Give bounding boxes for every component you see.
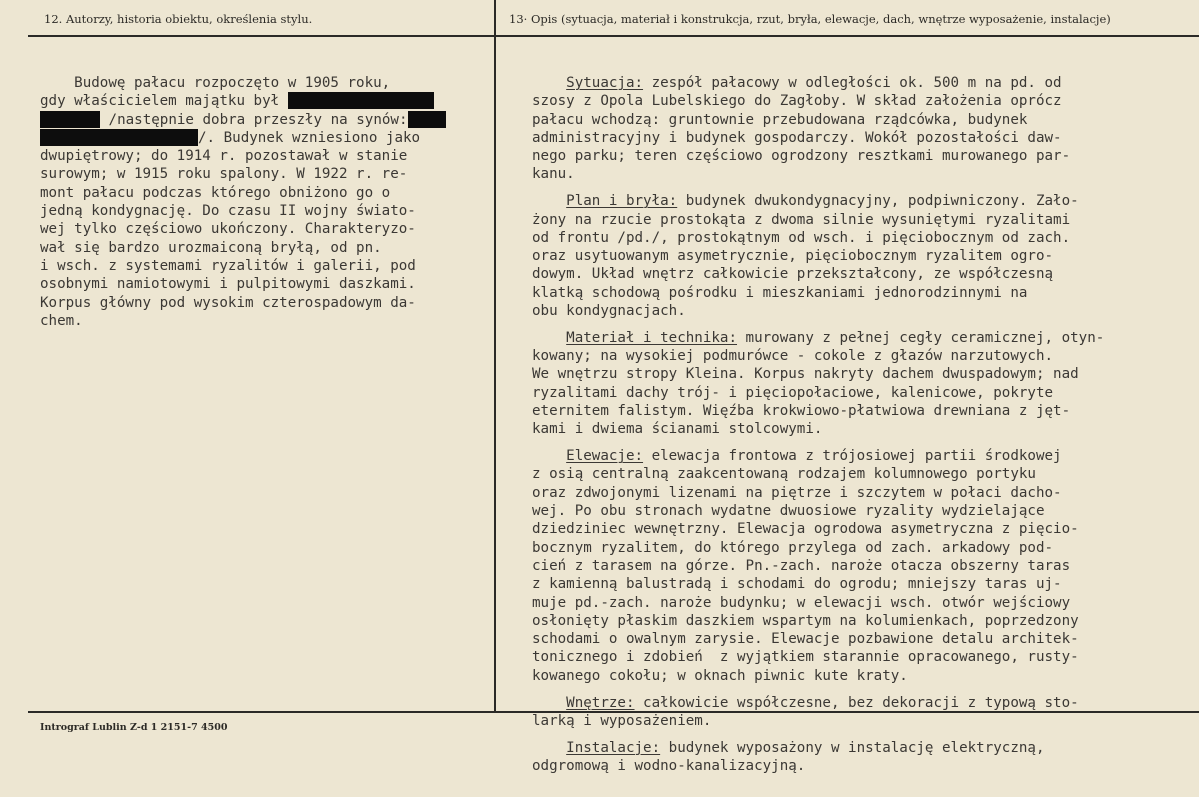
text-line: osobnymi namiotowymi i pulpitowymi daszkami. — [40, 276, 416, 293]
text-line: odgromową i wodno-kanalizacyjną. — [532, 757, 806, 774]
text-line: wej. Po obu stronach wydatne dwuosiowe ryzality wydzielające — [532, 503, 1045, 520]
text-fragment: budynek dwukondygnacyjny, podpiwniczony. Zało- — [677, 193, 1079, 210]
text-line: eternitem falistym. Więźba krokwiowo-płatwiowa drewniana z jęt- — [532, 403, 1071, 420]
text-line: We wnętrzu stropy Kleina. Korpus nakryty dachem dwuspadowym; nad — [532, 366, 1079, 383]
text-line — [532, 694, 1197, 712]
text-line: larką i wyposażeniem. — [532, 712, 712, 729]
text-line: żony na rzucie prostokąta z dwoma silnie wysuniętymi ryzalitami — [532, 211, 1071, 228]
text-line: dwupiętrowy; do 1914 r. pozostawał w stanie — [40, 148, 408, 165]
text-line — [532, 192, 1197, 210]
left-column-header: 12. Autorzy, historia obiektu, określenia stylu. — [44, 12, 313, 26]
text-line: z osią centralną zaakcentowaną rodzajem kolumnowego portyku — [532, 466, 1036, 483]
history-text — [40, 74, 490, 330]
text-line: chem. — [40, 312, 83, 329]
text-line: schodami o owalnym zarysie. Elewacje pozbawione detalu architek- — [532, 631, 1079, 648]
text-line: pałacu wchodzą: gruntownie przebudowana rządcówka, budynek — [532, 111, 1028, 128]
text-line: mont pałacu podczas którego obniżono go o — [40, 184, 391, 201]
text-line: oraz usytuowanym asymetrycznie, pięciobocznym ryzalitem ogro- — [532, 248, 1054, 265]
text-line — [532, 74, 1197, 92]
right-column-header: 13· Opis (sytuacja, materiał i konstrukcja, rzut, bryła, elewacje, dach, wnętrze wyposażenie, instalacje) — [509, 12, 1111, 26]
text-line: wał się bardzo urozmaiconą bryłą, od pn. — [40, 239, 382, 256]
text-line: kami i dwiema ścianami stolcowymi. — [532, 421, 823, 438]
text-line — [40, 129, 490, 147]
section-heading: Plan i bryła: — [566, 193, 678, 210]
text-fragment: /. Budynek wzniesiono jako — [198, 129, 421, 146]
text-line: dowym. Układ wnętrz całkowicie przekształcony, ze współczesną — [532, 266, 1054, 283]
text-fragment: /następnie dobra przeszły na synów: — [108, 111, 408, 128]
text-line: administracyjny i budynek gospodarczy. Wokół pozostałości daw- — [532, 129, 1062, 146]
text-line: bocznym ryzalitem, do którego przylega od zach. arkadowy pod- — [532, 539, 1054, 556]
text-line: nego parku; teren częściowo ogrodzony resztkami murowanego par- — [532, 148, 1071, 165]
text-line — [40, 111, 490, 129]
text-line: szosy z Opola Lubelskiego do Zagłoby. W skład założenia oprócz — [532, 93, 1062, 110]
column-divider — [494, 0, 496, 712]
text-line: tonicznego i zdobień z wyjątkiem starannie opracowanego, rusty- — [532, 649, 1079, 666]
text-fragment: budynek wyposażony w instalację elektryczną, — [660, 739, 1045, 756]
text-line: klatką schodową pośrodku i mieszkaniami jednorodzinnymi na — [532, 284, 1028, 301]
text-line — [532, 447, 1197, 465]
top-rule — [28, 35, 1199, 37]
text-line — [532, 329, 1197, 347]
text-fragment: zespół pałacowy w odległości ok. 500 m na pd. od — [643, 75, 1062, 91]
text-line: kowanego cokołu; w oknach piwnic kute kraty. — [532, 667, 908, 684]
text-line: obu kondygnacjach. — [532, 303, 686, 320]
redaction-block — [40, 129, 198, 146]
redaction-block — [40, 111, 100, 128]
section-material — [532, 329, 1197, 439]
text-line: od frontu /pd./, prostokątnym od wsch. i pięciobocznym od zach. — [532, 229, 1071, 246]
text-line: Korpus główny pod wysokim czterospadowym da- — [40, 294, 416, 311]
section-installations — [532, 739, 1197, 776]
text-fragment: murowany z pełnej cegły ceramicznej, otyn- — [737, 329, 1105, 346]
text-line: muje pd.-zach. naroże budynku; w elewacji wsch. otwór wejściowy — [532, 594, 1071, 611]
text-line: Budowę pałacu rozpoczęto w 1905 roku, — [40, 75, 391, 91]
section-heading: Sytuacja: — [566, 75, 644, 91]
section-heading: Materiał i technika: — [566, 329, 738, 346]
section-interior — [532, 694, 1197, 731]
text-line: wej tylko częściowo ukończony. Charakteryzo- — [40, 221, 416, 238]
text-line: oraz zdwojonymi lizenami na piętrze i szczytem w połaci dacho- — [532, 484, 1062, 501]
text-fragment: elewacja frontowa z trójosiowej partii środkowej — [643, 448, 1062, 465]
text-fragment: całkowicie współczesne, bez dekoracji z typową sto- — [634, 694, 1079, 711]
text-line: kanu. — [532, 166, 575, 183]
redaction-block — [288, 92, 434, 109]
text-line: dziedziniec wewnętrzny. Elewacja ogrodowa asymetryczna z pięcio- — [532, 521, 1079, 538]
section-heading: Wnętrze: — [566, 694, 635, 711]
description-text — [532, 74, 1197, 784]
text-line: ryzalitami dachy trój- i pięciopołaciowe, kalenicowe, pokryte — [532, 384, 1054, 401]
text-line: jedną kondygnację. Do czasu II wojny świato- — [40, 203, 416, 220]
text-line: i wsch. z systemami ryzalitów i galerii, pod — [40, 257, 416, 274]
section-situation — [532, 74, 1197, 184]
text-line: surowym; w 1915 roku spalony. W 1922 r. re- — [40, 166, 408, 183]
text-line — [532, 739, 1197, 757]
section-heading: Instalacje: — [566, 739, 661, 756]
section-elevations — [532, 447, 1197, 685]
text-line: kowany; na wysokiej podmurówce - cokole z głazów narzutowych. — [532, 348, 1054, 365]
text-line: cień z tarasem na górze. Pn.-zach. naroże otacza obszerny taras — [532, 557, 1071, 574]
text-line — [40, 92, 490, 110]
section-heading: Elewacje: — [566, 448, 644, 465]
printer-imprint: Intrograf Lublin Z-d 1 2151-7 4500 — [40, 722, 228, 733]
text-line: osłonięty płaskim daszkiem wspartym na kolumienkach, poprzedzony — [532, 612, 1079, 629]
redaction-block — [408, 111, 446, 128]
text-fragment: gdy właścicielem majątku był — [40, 93, 280, 110]
text-line: z kamienną balustradą i schodami do ogrodu; mniejszy taras uj- — [532, 576, 1062, 593]
section-plan — [532, 192, 1197, 320]
